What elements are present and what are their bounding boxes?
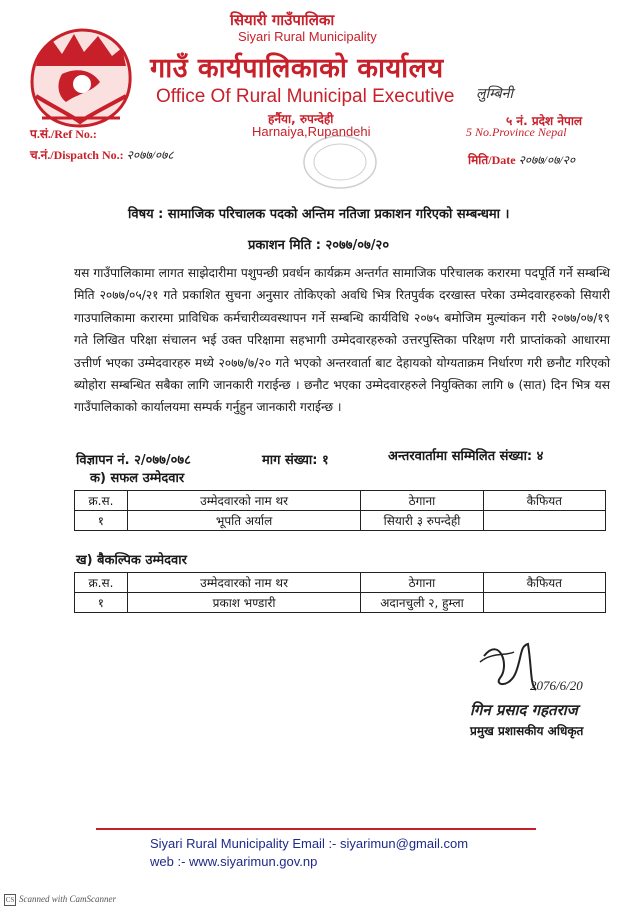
- publish-date: प्रकाशन मिति : २०७७/०७/२०: [248, 238, 390, 253]
- ref-label: प.सं./Ref No.:: [30, 127, 97, 141]
- province-np: ५ नं. प्रदेश नेपाल: [506, 114, 583, 128]
- office-name-en: Office Of Rural Municipal Executive: [156, 86, 455, 107]
- notice-number: विज्ञापन नं. २/०७७/०७८: [76, 453, 191, 468]
- table-header-row: [75, 573, 606, 593]
- table-cell: १: [75, 593, 128, 613]
- section-successful-title: क) सफल उम्मेदवार: [90, 471, 185, 486]
- municipality-name-np: सियारी गाउँपालिका: [230, 11, 335, 29]
- table-header-cell: ठेगाना: [361, 573, 483, 593]
- nepal-emblem-icon: [22, 22, 140, 132]
- address-en: Harnaiya,Rupandehi: [252, 124, 371, 139]
- table-cell: [483, 593, 605, 613]
- signature-date: 2076/6/20: [530, 678, 583, 693]
- scanner-watermark: [4, 894, 116, 906]
- date-value: २०७७/०७/२०: [518, 153, 576, 167]
- dispatch-value: २०७७/०७८: [126, 148, 174, 162]
- date-label: मिति/Date: [468, 153, 516, 167]
- signatory-name: गिन प्रसाद गहतराज: [470, 701, 578, 719]
- signature-icon: [470, 626, 590, 706]
- table-cell: प्रकाश भण्डारी: [127, 593, 360, 613]
- table-header-cell: क्र.स.: [75, 573, 128, 593]
- footer-email: Siyari Rural Municipality Email :- siyarimun@gmail.com: [150, 836, 469, 851]
- alternate-candidates-table: [74, 572, 606, 613]
- table-cell: अदानचुली २, हुम्ला: [361, 593, 483, 613]
- footer-web: web :- www.siyarimun.gov.np: [150, 854, 318, 869]
- dispatch-label: च.नं./Dispatch No.:: [30, 148, 124, 162]
- interview-count: अन्तरवार्तामा सम्मिलित संख्या: ४: [388, 449, 544, 464]
- table-header-cell: ठेगाना: [361, 491, 483, 511]
- subject-line: विषय : सामाजिक परिचालक पदको अन्तिम नतिजा प्रकाशन गरिएको सम्बन्धमा ।: [128, 207, 510, 222]
- office-handwritten-note: लुम्बिनी: [476, 86, 514, 102]
- footer-divider: [96, 828, 536, 830]
- province-en: 5 No.Province Nepal: [466, 125, 567, 139]
- letter-date: [468, 151, 575, 168]
- scanner-text: Scanned with CamScanner: [19, 894, 116, 904]
- table-cell: भूपति अर्याल: [127, 511, 360, 531]
- table-header-cell: क्र.स.: [75, 491, 128, 511]
- body-paragraph: यस गाउँपालिकामा लागत साझेदारीमा पशुपन्छी प्रवर्धन कार्यक्रम अन्तर्गत सामाजिक परिचालक करारमा पदपूर्ति गर्ने सम्बन्धि मिति २०७७/०५/२१ गते प्रकाशित सुचना अनुसार तोकिएको अवधि भित्र रितपुर्वक दरखास्त परेका उम्मेदवारहरुको सियारी गाउपालिकामा करारमा प्राविधिक कर्मचारीव्यवस्थापन गर्ने सम्बन्धि कार्यविधि २०७५ बमोजिम मुल्यांकन गरी २०७७/०७/१९ गते लिखित परिक्षा संचालन भई उक्त परिक्षामा सहभागी उम्मेदवारहरुको उत्तरपुस्तिका परिक्षण गरी प्राप्तांकको आधारमा उत्तीर्ण भएका उम्मेदवारहरु मध्ये २०७७/७/२० गते भएको अन्तरवार्ता बाट देहायको योग्यताक्रम निर्धारण गरी छनौट गरिएको ब्योहोरा सम्बन्धित सबैका लागि जानकारी गराईन्छ । छनौट भएका उम्मेदवारहरुले नियुक्तिका लागि ७ (सात) दिन भित्र यस गाउँपालिकाको कार्यालयमा सम्पर्क गर्नुहुन जानकारी गराईन्छ ।: [74, 266, 610, 415]
- table-header-cell: कैफियत: [483, 491, 605, 511]
- table-header-cell: उम्मेदवारको नाम थर: [127, 573, 360, 593]
- office-name-np: गाउँ कार्यपालिकाको कार्यालय: [150, 53, 444, 84]
- successful-candidates-table: [74, 490, 606, 531]
- camscanner-icon: CS: [5, 896, 15, 904]
- table-header-cell: कैफियत: [483, 573, 605, 593]
- table-row: [75, 593, 606, 613]
- table-row: [75, 511, 606, 531]
- signatory-title: प्रमुख प्रशासकीय अधिकृत: [470, 724, 584, 738]
- table-header-row: [75, 491, 606, 511]
- table-cell: [483, 511, 605, 531]
- table-header-cell: उम्मेदवारको नाम थर: [127, 491, 360, 511]
- table-cell: सियारी ३ रुपन्देही: [361, 511, 483, 531]
- office-stamp-icon: [300, 132, 380, 192]
- demand-count: माग संख्या: १: [262, 453, 329, 468]
- section-alternate-title: ख) बैकल्पिक उम्मेदवार: [76, 553, 187, 568]
- address-np: हर्नैया, रुपन्देही: [268, 112, 334, 126]
- dispatch-no: [30, 146, 174, 163]
- table-cell: १: [75, 511, 128, 531]
- municipality-name-en: Siyari Rural Municipality: [238, 29, 377, 44]
- ref-no-label: [30, 125, 97, 142]
